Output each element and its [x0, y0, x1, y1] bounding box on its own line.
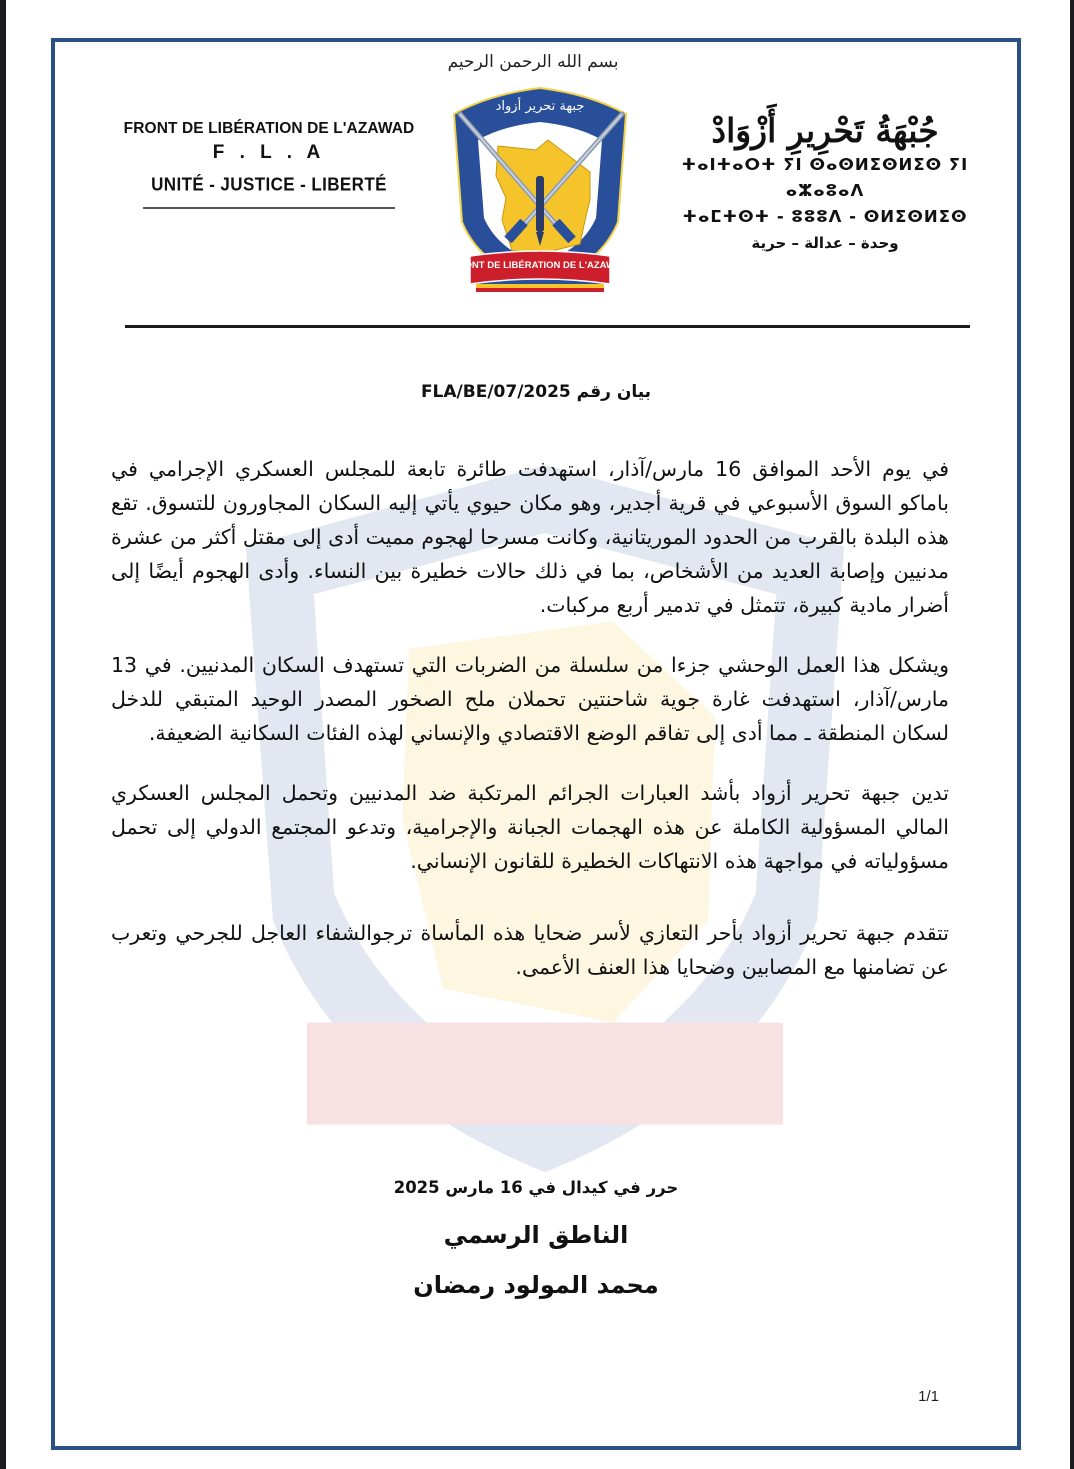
- org-name-tifinagh: ⵜⴰⵏⵜⴰⵔⵜ ⵢⵏ ⵙⴰⵙⵍⵉⵙⵍⵉⵙ ⵢⵏ ⴰⵣⴰⵓⴰⴷ: [681, 155, 969, 200]
- viewer-edge-right: [1070, 0, 1074, 1469]
- basmala: بسم الله الرحمن الرحيم: [447, 52, 619, 72]
- org-name-arabic: جُبْهَةُ تَحْرِيرِ أَزْوَادْ: [711, 111, 939, 150]
- place-and-date: حرر في كيدال في 16 مارس 2025: [393, 1178, 679, 1197]
- header-divider: [125, 325, 970, 328]
- signatory-title: الناطق الرسمي: [443, 1221, 629, 1249]
- paragraph-4: تتقدم جبهة تحرير أزواد بأحر التعازي لأسر ضحايا هذه المأساة ترجوالشفاء العاجل للجرحي وتعرب عن تضامنها مع المصابين وضحايا هذا العنف الأعمى.: [111, 921, 949, 979]
- motto-tifinagh: ⵜⴰⵎⵜⵙⵜ - ⵓⵓⵓⴷ - ⵙⵍⵉⵙⵍⵉⵙ: [682, 207, 968, 226]
- paragraph-1: في يوم الأحد الموافق 16 مارس/آذار، استهدفت طائرة تابعة للمجلس العسكري الإجرامي في باماكو السوق الأسبوعي في قرية أجدير، وهو مكان حيوي يأتي إليه السكان المجاورون للتسوق. تقع هذه البلدة بالقرب من الحدود الموريتانية، وكانت مسرحا لهجوم مميت أدى إلى مقتل أكثر من عشرة مدنيين وإصابة العديد من الأشخاص، بما في ذلك حالات خطيرة بين النساء. وأدى الهجوم أيضًا إلى أضرار مادية كبيرة، تتمثل في تدمير أربع مركبات.: [111, 457, 949, 617]
- header-french-block: [99, 120, 439, 209]
- logo-arabic-title: جبهة تحرير أزواد: [495, 99, 585, 114]
- org-name-french: FRONT DE LIBÉRATION DE L'AZAWAD: [123, 120, 415, 137]
- logo-banner-text: FRONT DE LIBÉRATION DE L'AZAWAD: [451, 260, 629, 271]
- viewer-edge-left: [0, 0, 6, 1469]
- page-number: 1/1: [918, 1388, 939, 1405]
- header-left-underline: [143, 207, 395, 209]
- motto-french: UNITÉ - JUSTICE - LIBERTÉ: [151, 174, 387, 195]
- motto-arabic: وحدة – عدالة – حرية: [751, 234, 899, 252]
- signatory-name: محمد المولود رمضان: [413, 1271, 659, 1299]
- signoff-block: [55, 1178, 1017, 1299]
- header-arabic-tifinagh-block: [665, 110, 985, 256]
- paragraph-2: ويشكل هذا العمل الوحشي جزءا من سلسلة من الضربات التي تستهدف السكان المدنيين. في 13 مارس/آذار، استهدفت غارة جوية شاحنتين تحملان ملح الصخور المصدر الوحيد المتبقي للدخل لسكان المنطقة ـ مما أدى إلى تفاقم الوضع الاقتصادي والإنساني لهذه الفئات السكانية الضعيفة.: [111, 653, 949, 745]
- org-abbreviation: F . L . A: [212, 142, 326, 163]
- paragraph-3: تدين جبهة تحرير أزواد بأشد العبارات الجرائم المرتكبة ضد المدنيين وتحمل المجلس العسكري المالي المسؤولية الكاملة عن هذه الهجمات الجبانة والإجرامية، وتدعو المجتمع الدولي إلى تحمل مسؤولياته في مواجهة هذه الانتهاكات الخطيرة للقانون الإنساني.: [111, 781, 949, 873]
- fla-emblem-logo: [440, 80, 640, 302]
- statement-number: بيان رقم 2025/FLA/BE/07: [420, 382, 652, 402]
- document-page: [51, 38, 1021, 1450]
- statement-body: [111, 452, 949, 1010]
